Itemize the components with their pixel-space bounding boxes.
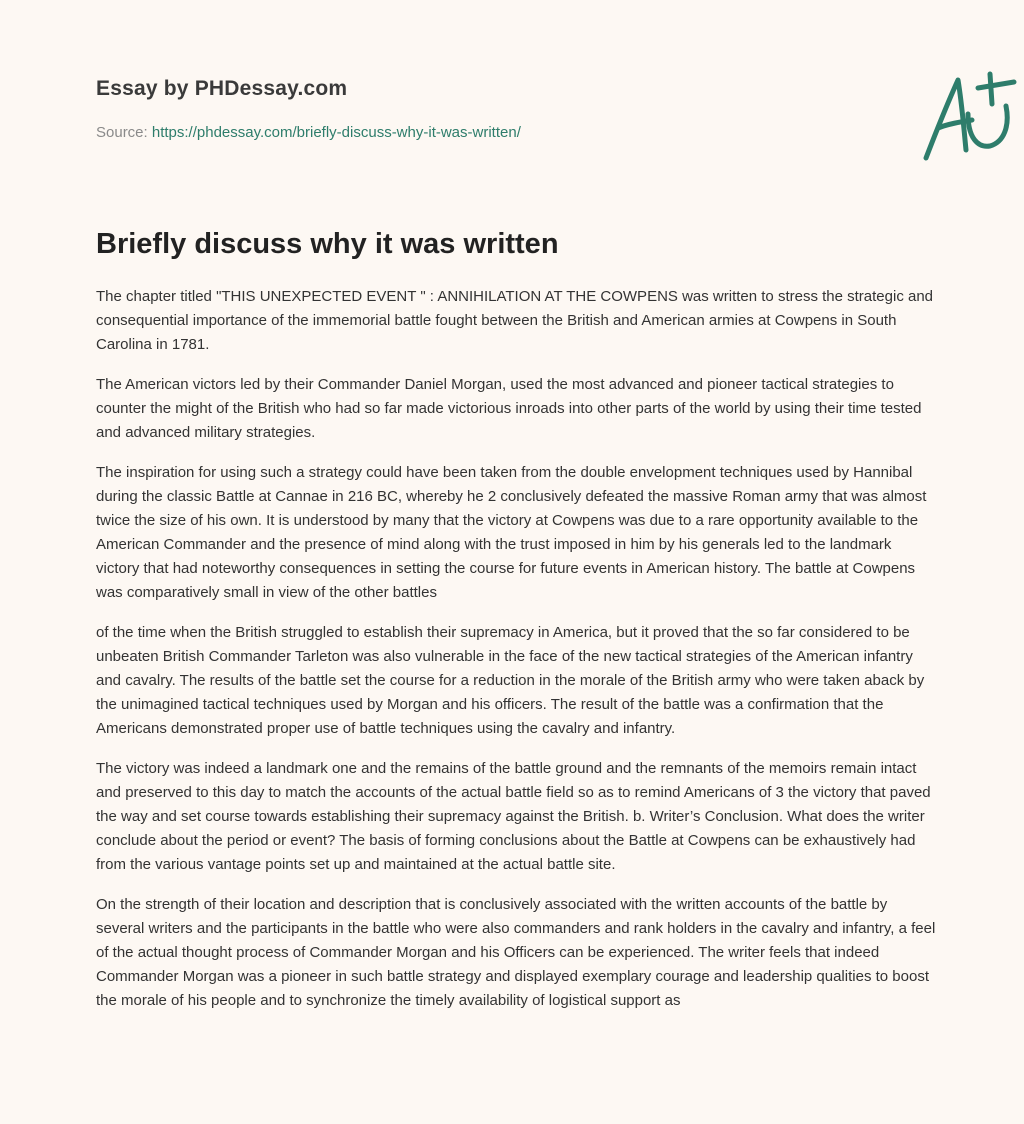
paragraph: The American victors led by their Commander Daniel Morgan, used the most advanced and pioneer tactical strategies to counter the might of the British who had so far made victorious inroads into other parts of the world by using their time tested and advanced military strategies. [96, 376, 922, 441]
paragraph: of the time when the British struggled to establish their supremacy in America, but it proved that the so far considered to be unbeaten British Commander Tarleton was also vulnerable in the face of the new tactical strategies of the American infantry and cavalry. The results of the battle set the course for a reduction in the morale of the British army who were taken aback by the unimagined tactical techniques used by Morgan and his officers. The result of the battle was a confirmation that the Americans demonstrated proper use of battle techniques using the cavalry and infantry. [96, 624, 925, 737]
source-label: Source: [96, 124, 148, 141]
essay-title: Briefly discuss why it was written [96, 228, 559, 260]
paragraph: On the strength of their location and description that is conclusively associated with the written accounts of the battle by several writers and the participants in the battle who were also commanders and rank holders in the cavalry and infantry, a feel of the actual thought process of Commander Morgan and his Officers can be experienced. The writer feels that indeed Commander Morgan was a pioneer in such battle strategy and displayed exemplary courage and leadership qualities to boost the morale of his people and to synchronize the timely availability of logistical support as [96, 896, 936, 1009]
source-line [96, 124, 521, 141]
paragraph: The inspiration for using such a strategy could have been taken from the double envelopment techniques used by Hannibal during the classic Battle at Cannae in 216 BC, whereby he 2 conclusively defeated the massive Roman army that was almost twice the size of his own. It is understood by many that the victory at Cowpens was due to a rare opportunity available to the American Commander and the presence of mind along with the trust imposed in him by his generals led to the landmark victory that had noteworthy consequences in setting the course for future events in American history. The battle at Cowpens was comparatively small in view of the other battles [96, 464, 927, 601]
essay-body [96, 285, 936, 1029]
paragraph: The victory was indeed a landmark one and the remains of the battle ground and the remnants of the memoirs remain intact and preserved to this day to match the accounts of the actual battle field so as to remind Americans of 3 the victory that paved the way and set course towards establishing their supremacy against the British. b. Writer’s Conclusion. What does the writer conclude about the period or event? The basis of forming conclusions about the Battle at Cowpens can be exhaustively had from the various vantage points set up and maintained at the actual battle site. [96, 760, 931, 873]
paragraph: The chapter titled "THIS UNEXPECTED EVENT " : ANNIHILATION AT THE COWPENS was written to stress the strategic and consequential importance of the immemorial battle fought between the British and American armies at Cowpens in South Carolina in 1781. [96, 288, 934, 353]
source-link[interactable]: https://phdessay.com/briefly-discuss-why-it-was-written/ [151, 124, 521, 141]
a-plus-grade-logo-icon [918, 70, 1024, 166]
site-brand: Essay by PHDessay.com [96, 77, 348, 100]
